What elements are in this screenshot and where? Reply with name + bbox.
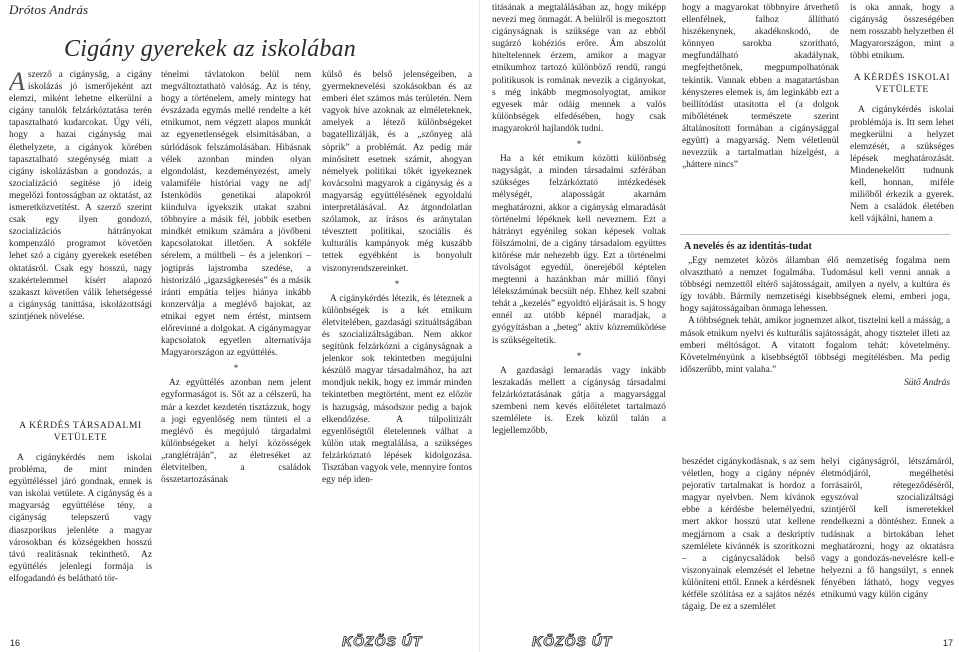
section-heading-school: A KÉRDÉS ISKOLAI VETÜLETE <box>853 72 951 96</box>
right-footer <box>480 630 959 652</box>
page-number: 17 <box>942 638 953 648</box>
quote-signature: Sütő András <box>904 377 950 388</box>
column-6-lower <box>821 456 954 624</box>
body-paragraph: hogy a magyarokat többnyire átverhető ellenfélnek, falhoz állítható hiszékenynek, akadékoskodó, de könnyen sarokba szorítható, megfundálható akadálynak, megfejthetőnek, megpumpolhatónak tekintik. Vannak ebben a magatartásban kényszeres elemek is, ám leginkább ezt a beillítódást utasította el (a dolgok mibőlétének természete szerint általánosított formában a cigánysággal együtt) a magyarság. Nem véletlenül nevezzük a tartalmatlan hízelgést, a „háttere nincs” <box>682 3 839 171</box>
column-5-lower <box>682 456 815 624</box>
column-1-lower <box>9 410 152 630</box>
section-heading-social: A KÉRDÉS TÁRSADALMI VETÜLETE <box>19 420 142 443</box>
body-paragraph: is oka annak, hogy a cigányság összeségében nem rosszabb helyzetben él Magyarországon, mint a többi etnikum. <box>850 3 954 62</box>
body-paragraph: A cigánykérdés nem iskolai probléma, de mint minden együttéléssel járó gondnak, ennek is van iskolai vetülete. A cigányság és a magyarság együttélése tény, a cigányság telepszerű vagy diaszporikus jelenléte a magyar városokban és községekben hosszú távú realitásnak tekinthető. Az együttélés jelenlegi formája is elfogadandó és belátható tör- <box>9 453 152 584</box>
article-title: Cigány gyerekek az iskolában <box>64 36 356 62</box>
section-separator: * <box>233 363 239 374</box>
intro-text: szerző a cigányság, a cigány iskolázás jó ismerőjeként azt elemzi, miként lehetne elkerülni a cigány tanulók felzárkóztatása terén tapasztalható kudarcokat. Úgy véli, hogy a hazai cigányság mai élethelyzete, a cigányok körében tapasztalható szegénység miatt a cigány iskolázásban a gondozás, a szocializáció segítése jó ideig megelőzi fontosságban az oktatást, az ismeretközvetítést. A szerző szerint csak egy ilyen gondozó, szocializációs hátrányokat kompenzáló programot követően lehet szó a cigány gyerekek esetében oktatásról. Csak egy hosszú, nagy szakértelemmel kísért alapozó szakaszt követően válik lehetségessé a cigányság taníttása, iskolázottsági szintjének növelése. <box>9 70 152 322</box>
right-page <box>480 0 959 652</box>
body-paragraph: beszédet cigánykodásnak, s az sem véletlen, hogy a cigány népnév pejoratív tartalmakat is hordoz a magyar nyelvben. Nem kívánok ebbe a kérdésbe belemélyedni, mert akkor hosszú utat kellene megjárnom a csak a deskriptív szemlélete kívánnék is szorítkozni – a cigánycsaládok belső viszonyainak elemzését el lehetne különíteni ettől. Ennek a kérdésnek kétféle szólítása ez a sajátos nézés tágaig. De ez a szemlélet <box>682 457 815 613</box>
left-footer <box>0 630 480 652</box>
quote-box <box>680 234 950 448</box>
drop-cap: A <box>9 69 25 96</box>
quote-paragraph: „Egy nemzetet közös államban élő nemzetiség fogalma nem olvasztható a nemzet fogalmába. Tudomásul kell venni annak a többségi nemzettől eltérő sajátosságait, amilyen a nyelv, a kultúra és így tovább. Bármily nemzetiségi kisebbségnek elemi, emberi joga, hogy sajátosságaiban önmaga lehessen. <box>680 256 950 315</box>
intro-lead <box>9 69 152 389</box>
body-paragraph: Ha a két etnikum közötti különbség nagyságát, a minden társadalmi szférában szükséges felzárkóztató intézkedések mélységét, alaposságát akarnám meghatározni, akkor a cigányság elmaradását történelmi lépéknek kell neveznem. Ezt a hátrányt egyénileg sokan képesek voltak fölszámolni, de a cigány társadalom együttes kitörése már nehezebb ügy. Ezt a történelmi távolságot egyedül, önerejéből képtelen megtenni a hazánkban már millió főnyi lélekszámúnak becsült nép. Ehhez kell szabni tehát a „kezelés” egyoldtó eljárásait is. S hogy ennél az utóbb képnél maradjak, a gyógyításban a „beteg” aktív közreműködése is szükségeltetik. <box>492 154 666 346</box>
journal-logo: KÖZÖS ÚT <box>342 633 423 649</box>
quote-box-title: A nevelés és az identitás-tudat <box>684 241 812 252</box>
column-6-upper <box>850 2 954 252</box>
body-paragraph: titásának a megtalálásában az, hogy miképp nevezi meg önmagát. A belülről is megosztott cigányságnak is szüksége van az ebből sugárzó kohéziós erőre. Ám abszolút hiteltelennek érzem, amikor a magyar etnikumhoz tartozó különböző rendű, rangú politikusok is romának nevezik a cigányokat, s még inkább megmosolyogtat, amikor egyesek már odáig mennek a valós különbségek elfedésében, hogy csak magyarokról hajlandók tudni. <box>492 3 666 134</box>
section-separator: * <box>576 139 582 150</box>
author-header: Drótos András <box>9 2 89 17</box>
body-paragraph: A gazdasági lemaradás vagy inkább leszakadás mellett a cigányság társadalmi felzárkóztatásának gátja a magyarsággal szembeni nem kevés előítéletet tartalmazó szemlélete is. Ezek közül talán a legjellemzőbb, <box>492 365 666 437</box>
body-paragraph: A cigánykérdés létezik, és léteznek a különbségek is a két etnikum életvitelében, gazdasági szituáltságában és szocializáltságában. Nem akkor segítünk felzárkózni a cigányságnak a jelenkor sok tekintetben megújulni készülő magyar társadalmához, ha azt mondjuk nekik, hogy ez immár minden tekintetben megtörtént, ment ez előzör is hazugság, másodszor pedig a bajok elkendőzése. A túlpolitizált egyenlőségtől életelennek válhat a külön utak megtalálása, a szükséges felzárkóztató lépések kidolgozása. Tisztában vagyok vele, mennyire fontos egy nép iden- <box>322 293 472 486</box>
journal-logo: KÖZÖS ÚT <box>532 633 613 649</box>
column-3 <box>322 69 472 619</box>
column-5-upper <box>682 2 839 252</box>
body-paragraph: Az együttélés azonban nem jelent egyformaságot is. Sőt az a célszerű, ha már a kezdet kezdetén tisztázzuk, hogy a jogi egyenlőség nem tünteti el a meglévő és megújuló tárgadalmi különbségeket a helyi közösségek „ranglétráján”, az életreséket az életvitelben, a családok összetartozásának <box>161 378 311 486</box>
section-separator: * <box>576 350 582 361</box>
quote-paragraph: A többségnek tehát, amikor jognemzet alkot, tisztelni kell a másság, a mások etnikum nyelvi és kulturális sajátosságát, ahogy tisztelet illeti az emberi méltóságot. A vitatott fogalom tehát: követelmény. Követelményünk a kisebbségtől többségi megítélésben. Ma pedig időszerűbb, mint valaha.” <box>680 316 950 375</box>
column-4 <box>492 2 666 622</box>
section-separator: * <box>394 278 400 289</box>
body-paragraph: ténelmi távlatokon belül nem megváltoztatható valóság. Az is tény, hogy a történelem, amely mintegy hat évszázada egymás mellé rendelte a két etnikumot, nem végzett alapos munkát az egyenetlenségek elsimításában, a súrlódások felszámolásában. Hibásnak vélek azonban minden olyan elgondolást, kezdeményezést, amely valamiféle históriai vagy ne adj' Istenködös genetikai alapokról kiindulva igyekszik utakat szabni többnyire a másik fél, jobbik esetben mindkét etnikum számára a jövőbeni kapcsolatokat illetően. A sokféle sérelem, a múltbeli – és a jelenkori – jogtiprás lajstromba szedése, a historizáló „igazságkeresés” és a másik iránti empátia teljes hiánya inkább konzerválja a meglévő bajokat, az etnikai egyet nem értést, mintsem előrevinné a dolgokat. A cigánymagyar kapcsolatok egyetlen alternatívája Magyarországon az együttélés. <box>161 70 311 359</box>
body-paragraph: helyi cigányságról, létszámáról, életmódjáról, megélhetési forrásairól, rétegeződéséről, egyszóval szocializáltsági szintjéről kell ismeretekkel rendelkezni a döntéshez. Ennek a tudásnak a birtokában lehet meghatározni, hogy az oktatásra vagy a gondozás-nevelésre kell-e helyezni a fő hangsúlyt, s ennek fényében látható, hogy vegyes etnikumú vagy külön cigány <box>821 457 954 601</box>
body-paragraph: külső és belső jelenségeiben, a gyermeknevelési szokásokban és az emberi élet számos más területén. Nem vagyok híve azoknak az elméleteknek, amelyek a létező különbségeket bagatellizálják, és a „szőnyeg alá söprik” a problémát. Az pedig már minősített esetnek számít, ahogyan némelyek politikai tőkét igyekeznek kovácsolni magyarok a cigányság és a magyarság együttélésének egyoldalú interpretálásával. Az átgondolatlan szólamok, az írásos és aránytalan tévesztett politikai, szociális és kulturális kampányok még kuszább tettek egyébként is bonyolult viszonyrendszereinket. <box>322 70 472 274</box>
column-2 <box>161 69 311 619</box>
body-paragraph: A cigánykérdés iskolai problémája is. Itt sem lehet megkerülni a helyzet elemzését, a szükséges lépések meghatározását. Mindenekelőtt tudnunk kell, honnan, miféle miliőből érkezik a gyerek. Nem a családok életében kell vájkálni, hanem a <box>850 105 954 225</box>
page-number: 16 <box>10 638 21 648</box>
